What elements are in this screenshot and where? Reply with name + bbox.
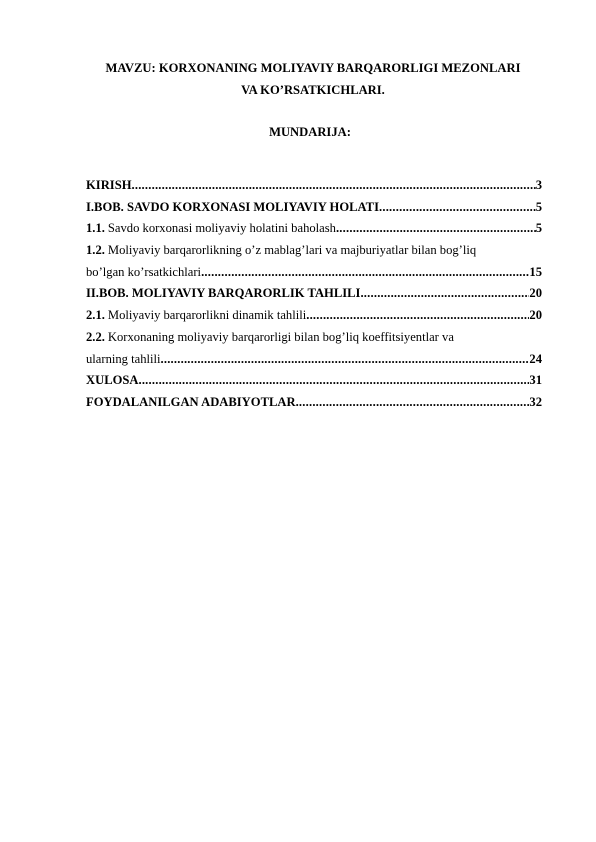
toc-dot-leader (201, 264, 529, 280)
toc-dot-leader (132, 177, 536, 193)
toc-entry-chapter-1[interactable] (86, 199, 542, 221)
toc-section-number: 2.2. (86, 329, 105, 344)
toc-dot-leader (138, 372, 529, 388)
toc-section-number: 1.1. (86, 221, 105, 236)
toc-page-number: 24 (529, 351, 542, 366)
toc-entry-section-2-1[interactable] (86, 307, 542, 329)
toc-dot-leader (336, 220, 536, 236)
toc-entry-chapter-2[interactable] (86, 285, 542, 307)
toc-entry-label: II.BOB. MOLIYAVIY BARQARORLIK TAHLILI (86, 286, 361, 301)
toc-page-number: 15 (529, 264, 542, 279)
toc-page-number: 20 (529, 308, 542, 323)
toc-section-number: 2.1. (86, 308, 105, 323)
toc-page-number: 20 (529, 286, 542, 301)
toc-entry-section-1-1[interactable] (86, 220, 542, 242)
toc-entry-label: Moliyaviy barqarorlikning o’z mablag’lari va majburiyatlar bilan bog’liq (107, 243, 477, 258)
toc-page-number: 31 (529, 373, 542, 388)
toc-dot-leader (379, 199, 536, 215)
toc-dot-leader (306, 307, 529, 323)
toc-entry-label: Moliyaviy barqarorlikni dinamik tahlili (107, 308, 307, 323)
toc-entry-section-2-2-line-2[interactable] (86, 351, 542, 373)
toc-entry-label: XULOSA (86, 373, 139, 388)
toc-entry-label: FOYDALANILGAN ADABIYOTLAR (86, 394, 296, 409)
toc-entry-references[interactable] (86, 394, 542, 416)
toc-entry-xulosa[interactable] (86, 372, 542, 394)
toc-section-number: 1.2. (86, 243, 105, 258)
toc-dot-leader (360, 285, 529, 301)
toc-heading: MUNDARIJA: (269, 125, 351, 139)
toc-entry-label-continued: bo’lgan ko’rsatkichlari (86, 264, 202, 279)
toc-dot-leader (296, 394, 530, 410)
toc-page-number: 3 (535, 178, 542, 192)
toc-entry-label: I.BOB. SAVDO KORXONASI MOLIYAVIY HOLATI (86, 199, 379, 214)
toc-entry-section-2-2-line-1[interactable] (86, 329, 542, 351)
document-title-line-2: VA KO’RSATKICHLARI. (241, 83, 385, 97)
toc-entry-label-continued: ularning tahlili (86, 351, 161, 366)
toc-entry-label: Savdo korxonasi moliyaviy holatini baholash (107, 221, 336, 236)
toc-entry-kirish[interactable] (86, 177, 542, 199)
toc-page-number: 5 (535, 221, 542, 236)
toc-entry-section-1-2-line-2[interactable] (86, 264, 542, 286)
toc-page-number: 32 (529, 394, 542, 409)
toc-entry-label: KIRISH (86, 178, 132, 192)
toc-entry-section-1-2-line-1[interactable] (86, 242, 542, 264)
toc-dot-leader (161, 351, 530, 367)
toc-page-number: 5 (535, 199, 542, 214)
table-of-contents (86, 177, 542, 416)
document-title-line-1: MAVZU: KORXONANING MOLIYAVIY BARQARORLIGI MEZONLARI (105, 61, 521, 75)
toc-entry-label: Korxonaning moliyaviy barqarorligi bilan bog’liq koeffitsiyentlar va (107, 329, 454, 344)
